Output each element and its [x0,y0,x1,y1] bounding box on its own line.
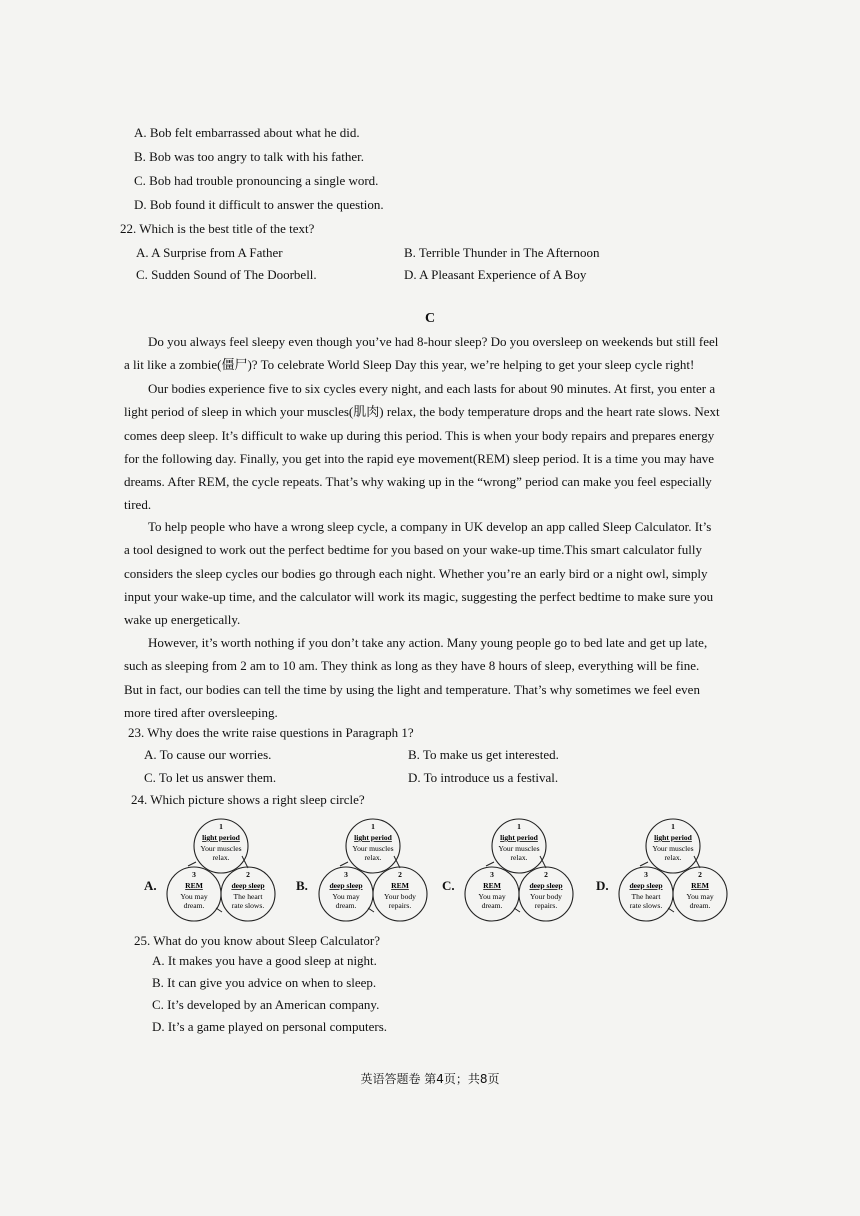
cycle-description: You may [332,892,360,901]
q25-option-d: D. It’s a game played on personal computers. [152,1019,388,1034]
diagram-option-letter: B. [296,878,308,893]
cycle-stage-title: light period [654,833,692,842]
q22-option-c: C. Sudden Sound of The Doorbell. [136,267,317,282]
cycle-description: dream. [481,901,503,910]
cycle-description: Your muscles [498,844,540,853]
cycle-description: relax. [212,853,230,862]
passage-line: such as sleeping from 2 am to 10 am. They think as long as they have 8 hours of sleep, everything will be fine. [124,658,700,674]
cycle-arrow [340,862,348,866]
cycle-number: 2 [698,870,702,879]
cycle-number: 2 [544,870,548,879]
q21-option-d: D. Bob found it difficult to answer the question. [134,197,384,212]
q21-option-b: B. Bob was too angry to talk with his father. [134,149,365,164]
sleep-cycle-diagram [310,816,436,924]
q22-option-a: A. A Surprise from A Father [136,245,283,260]
cycle-description: dream. [183,901,205,910]
cycle-description: repairs. [388,901,412,910]
passage-line: Do you always feel sleepy even though you’ve had 8-hour sleep? Do you oversleep on weekends but still feel [148,334,719,349]
cycle-stage-title: REM [391,881,409,890]
cycle-stage-title: deep sleep [329,881,363,890]
cycle-arrow [514,908,520,912]
cycle-stage-title: light period [500,833,538,842]
cycle-description: rate slows. [629,901,663,910]
q22-option-d: D. A Pleasant Experience of A Boy [404,267,587,282]
q25-question: 25. What do you know about Sleep Calculator? [134,933,380,948]
cycle-arrow [486,862,494,866]
cycle-description: relax. [364,853,382,862]
cycle-description: dream. [689,901,711,910]
cycle-stage-title: light period [354,833,392,842]
passage-line: considers the sleep cycles our bodies go through each night. Whether you’re an early bird or a night owl, simply [124,565,708,581]
cycle-arrow [368,908,374,912]
passage-line: However, it’s worth nothing if you don’t take any action. Many young people go to bed late and get up late, [148,635,708,650]
cycle-stage-title: deep sleep [529,881,563,890]
cycle-number: 3 [490,870,494,879]
cycle-stage-title: REM [483,881,501,890]
cycle-arrow [668,908,674,912]
cycle-number: 3 [192,870,196,879]
passage-paragraph-3 [124,515,768,631]
q22-question: 22. Which is the best title of the text? [120,221,315,236]
passage-paragraph-2 [124,377,768,517]
section-title: C [424,311,436,326]
cycle-stage-title: light period [202,833,240,842]
cycle-arrow [216,908,222,912]
q25-option-c: C. It’s developed by an American company. [152,997,380,1012]
cycle-number: 1 [671,822,675,831]
cycle-number: 3 [344,870,348,879]
cycle-stage-title: REM [691,881,709,890]
diagram-option-letter: D. [596,878,609,893]
cycle-description: Your body [530,892,562,901]
cycle-description: You may [180,892,208,901]
q25-option-a: A. It makes you have a good sleep at night. [152,953,377,968]
cycle-arrow [640,862,648,866]
q23-question: 23. Why does the write raise questions in Paragraph 1? [128,725,414,740]
passage-line: for the following day. Finally, you get into the rapid eye movement(REM) sleep period. It is a time you may have [124,450,715,466]
cycle-number: 2 [246,870,250,879]
cycle-description: dream. [335,901,357,910]
q21-option-c: C. Bob had trouble pronouncing a single word. [134,173,379,188]
passage-paragraph-4 [124,631,768,724]
q23-option-c: C. To let us answer them. [144,770,277,785]
q23-option-a: A. To cause our worries. [144,747,272,762]
passage-line: But in fact, our bodies can tell the time by using the light and temperature. That’s why sometimes we feel even [124,681,700,697]
cycle-description: You may [478,892,506,901]
passage-line: a lit like a zombie(僵尸)? To celebrate World Sleep Day this year, we’re helping to get your sleep cycle right! [124,357,695,373]
q24-question: 24. Which picture shows a right sleep circle? [131,792,365,807]
cycle-arrow [188,862,196,866]
diagram-option-letter: C. [442,878,455,893]
passage-line: input your wake-up time, and the calculator will work its magic, suggesting the perfect bedtime to make sure you [124,588,714,604]
cycle-description: relax. [664,853,682,862]
passage-line: wake up energetically. [124,612,241,628]
passage-paragraph-1 [124,330,768,377]
cycle-number: 3 [644,870,648,879]
cycle-stage-title: REM [185,881,203,890]
q22-option-b: B. Terrible Thunder in The Afternoon [404,245,600,260]
cycle-stage-title: deep sleep [231,881,265,890]
cycle-number: 2 [398,870,402,879]
passage-line: Our bodies experience five to six cycles every night, and each lasts for about 90 minutes. At first, you enter a [148,381,716,396]
cycle-number: 1 [517,822,521,831]
cycle-description: rate slows. [231,901,265,910]
cycle-description: The heart [631,892,661,901]
cycle-description: Your body [384,892,416,901]
passage-line: dreams. After REM, the cycle repeats. That’s why waking up in the “wrong” period can make you feel especially [124,474,712,490]
cycle-description: relax. [510,853,528,862]
q23-option-d: D. To introduce us a festival. [408,770,559,785]
passage-line: more tired after oversleeping. [124,704,278,720]
cycle-description: The heart [233,892,263,901]
passage-line: tired. [124,497,152,513]
page-footer: 英语答题卷 第4页；共8页 [360,1072,500,1086]
passage-line: a tool designed to work out the perfect bedtime for you based on your wake-up time.This smart calculator fully [124,542,702,558]
cycle-number: 1 [219,822,223,831]
cycle-description: repairs. [534,901,558,910]
sleep-cycle-diagram [610,816,736,924]
cycle-stage-title: deep sleep [629,881,663,890]
passage-line: To help people who have a wrong sleep cycle, a company in UK develop an app called Sleep Calculator. It’s [148,519,712,534]
cycle-description: Your muscles [352,844,394,853]
q25-option-b: B. It can give you advice on when to sleep. [152,975,377,990]
q21-option-a: A. Bob felt embarrassed about what he did. [134,125,360,140]
cycle-description: Your muscles [652,844,694,853]
cycle-description: You may [686,892,714,901]
diagram-option-letter: A. [144,878,157,893]
sleep-cycle-diagram [158,816,284,924]
sleep-cycle-diagram [456,816,582,924]
q23-option-b: B. To make us get interested. [408,747,559,762]
passage-line: comes deep sleep. It’s difficult to wake up during this period. This is when your body repairs and prepares energy [124,427,715,443]
cycle-description: Your muscles [200,844,242,853]
cycle-number: 1 [371,822,375,831]
passage-line: light period of sleep in which your muscles(肌肉) relax, the body temperature drops and the heart rate slows. Next [124,404,720,420]
